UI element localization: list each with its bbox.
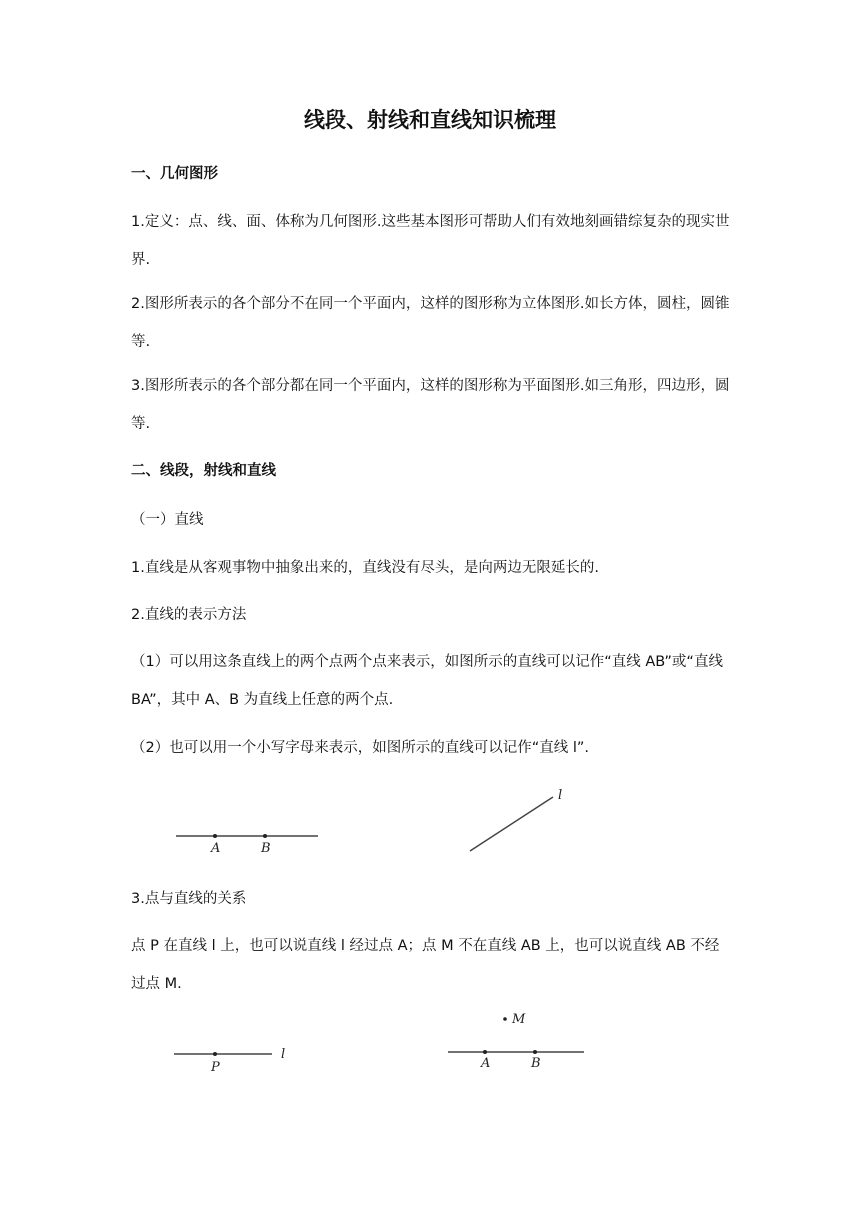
point-b-fig4	[533, 1050, 537, 1054]
label-a-fig4: A	[481, 1056, 491, 1071]
section-heading-1: 一、几何图形	[131, 166, 218, 182]
paragraph-solid-figure: 2.图形所表示的各个部分不在同一个平面内，这样的图形称为立体图形.如长方体，圆柱，圆锥等.	[131, 296, 730, 350]
paragraph-point-on-line: 点 P 在直线 l 上，也可以说直线 l 经过点 A；点 M 不在直线 AB 上，也可以说直线 AB 不经过点 M.	[131, 938, 720, 992]
point-m	[503, 1017, 507, 1021]
subsection-heading-line: （一）直线	[131, 512, 204, 528]
label-m: M	[512, 1012, 526, 1027]
paragraph-plane-figure: 3.图形所表示的各个部分都在同一个平面内，这样的图形称为平面图形.如三角形，四边形，圆等.	[131, 378, 730, 432]
paragraph-point-line-relation: 3.点与直线的关系	[131, 891, 247, 907]
label-a: A	[211, 841, 221, 856]
figure-point-m-off-line	[0, 1008, 860, 1073]
label-p: P	[211, 1060, 220, 1075]
paragraph-line-definition: 1.直线是从客观事物中抽象出来的，直线没有尽头，是向两边无限延长的.	[131, 560, 599, 576]
label-l-fig3: l	[281, 1047, 286, 1062]
paragraph-notation-heading: 2.直线的表示方法	[131, 607, 247, 623]
paragraph-definition: 1.定义：点、线、面、体称为几何图形.这些基本图形可帮助人们有效地刻画错综复杂的现实世界.	[131, 214, 730, 268]
point-a-fig4	[483, 1050, 487, 1054]
paragraph-notation-two-points: （1）可以用这条直线上的两个点两个点来表示，如图所示的直线可以记作“直线 AB”或“直线 BA”，其中 A、B 为直线上任意的两个点.	[131, 654, 723, 708]
label-b-fig4: B	[531, 1056, 541, 1071]
paragraph-notation-letter: （2）也可以用一个小写字母来表示，如图所示的直线可以记作“直线 l”.	[131, 740, 589, 756]
label-l: l	[558, 788, 563, 803]
figure-line-l	[0, 785, 860, 860]
section-heading-2: 二、线段，射线和直线	[131, 463, 276, 479]
line-l	[470, 797, 553, 851]
label-b: B	[261, 841, 271, 856]
page-title: 线段、射线和直线知识梳理	[304, 108, 556, 132]
